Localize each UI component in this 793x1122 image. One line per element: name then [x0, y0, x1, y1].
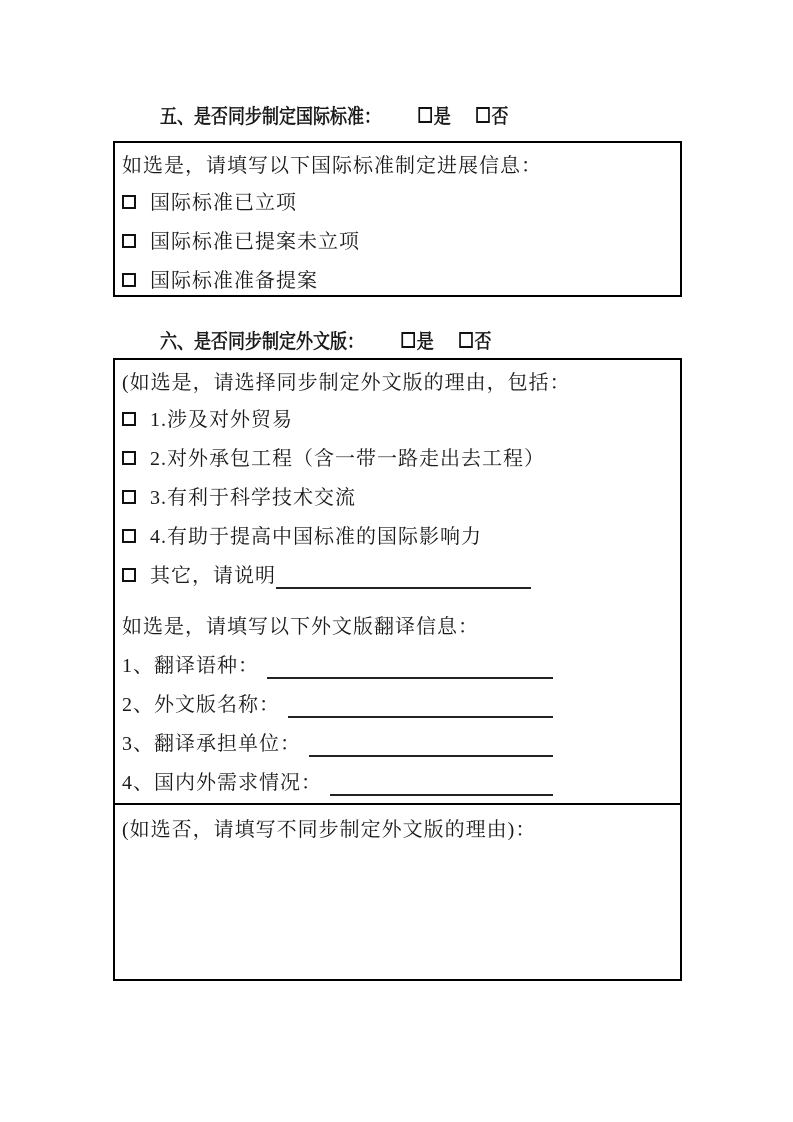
section-six-no-option	[459, 325, 491, 354]
other-reason-checkbox[interactable]	[122, 568, 136, 582]
field-label: 1、翻译语种：	[122, 655, 259, 677]
option-label: 国际标准准备提案	[150, 270, 318, 292]
option-checkbox[interactable]	[122, 234, 136, 248]
no-checkbox[interactable]	[459, 332, 473, 348]
intro-line	[122, 145, 670, 181]
yes-checkbox[interactable]	[418, 107, 432, 123]
yes-checkbox[interactable]	[401, 332, 415, 348]
translation-intro-line	[122, 605, 670, 644]
field-blank-line[interactable]	[267, 657, 553, 679]
other-reason-option	[122, 554, 670, 593]
field-label: 4、国内外需求情况：	[122, 772, 322, 794]
field-blank-line[interactable]	[309, 735, 553, 757]
field-blank-line[interactable]	[288, 696, 553, 718]
reason-option	[122, 437, 670, 476]
reason-option	[122, 515, 670, 554]
reason-checkbox[interactable]	[122, 412, 136, 426]
field-row	[122, 722, 670, 761]
section-five-title	[160, 100, 509, 129]
option-checkbox[interactable]	[122, 273, 136, 287]
yes-label: 是	[433, 106, 451, 128]
yes-label: 是	[416, 331, 434, 353]
section-five-yes-option	[418, 100, 450, 129]
no-checkbox[interactable]	[476, 107, 490, 123]
checkbox-option	[122, 259, 670, 298]
reason-label: 4.有助于提高中国标准的国际影响力	[150, 526, 482, 548]
field-blank-line[interactable]	[330, 774, 553, 796]
option-checkbox[interactable]	[122, 195, 136, 209]
section-five-title-text: 五、是否同步制定国际标准：	[160, 106, 381, 128]
reason-label: 2.对外承包工程（含一带一路走出去工程）	[150, 448, 545, 470]
reason-option	[122, 398, 670, 437]
international-standard-progress-box	[113, 141, 682, 297]
foreign-language-no-section[interactable]	[115, 805, 680, 845]
checkbox-option	[122, 181, 670, 220]
field-row	[122, 644, 670, 683]
intro-text: 如选是，请填写以下国际标准制定进展信息：	[122, 154, 542, 177]
section-six-title-text: 六、是否同步制定外文版：	[160, 331, 364, 353]
field-row	[122, 761, 670, 800]
section-six-yes-option	[401, 325, 433, 354]
reasons-intro-line	[122, 362, 670, 398]
option-label: 国际标准已立项	[150, 192, 297, 214]
reasons-intro-text: (如选是，请选择同步制定外文版的理由，包括：	[122, 371, 571, 394]
reason-label: 3.有利于科学技术交流	[150, 487, 356, 509]
foreign-language-yes-section	[115, 360, 680, 805]
reason-checkbox[interactable]	[122, 451, 136, 465]
field-row	[122, 683, 670, 722]
section-five-no-option	[476, 100, 508, 129]
other-reason-blank-line[interactable]	[276, 567, 531, 589]
field-label: 2、外文版名称：	[122, 694, 280, 716]
no-reason-label: (如选否，请填写不同步制定外文版的理由)：	[122, 819, 537, 841]
checkbox-option	[122, 220, 670, 259]
no-label: 否	[491, 106, 509, 128]
reason-checkbox[interactable]	[122, 529, 136, 543]
translation-intro-text: 如选是，请填写以下外文版翻译信息：	[122, 616, 479, 638]
reason-label: 1.涉及对外贸易	[150, 409, 293, 431]
foreign-language-version-box	[113, 358, 682, 981]
no-label: 否	[474, 331, 492, 353]
field-label: 3、翻译承担单位：	[122, 733, 301, 755]
option-label: 国际标准已提案未立项	[150, 231, 360, 253]
reason-checkbox[interactable]	[122, 490, 136, 504]
reason-option	[122, 476, 670, 515]
section-six-title	[160, 325, 492, 354]
other-reason-label: 其它，请说明	[150, 565, 276, 587]
